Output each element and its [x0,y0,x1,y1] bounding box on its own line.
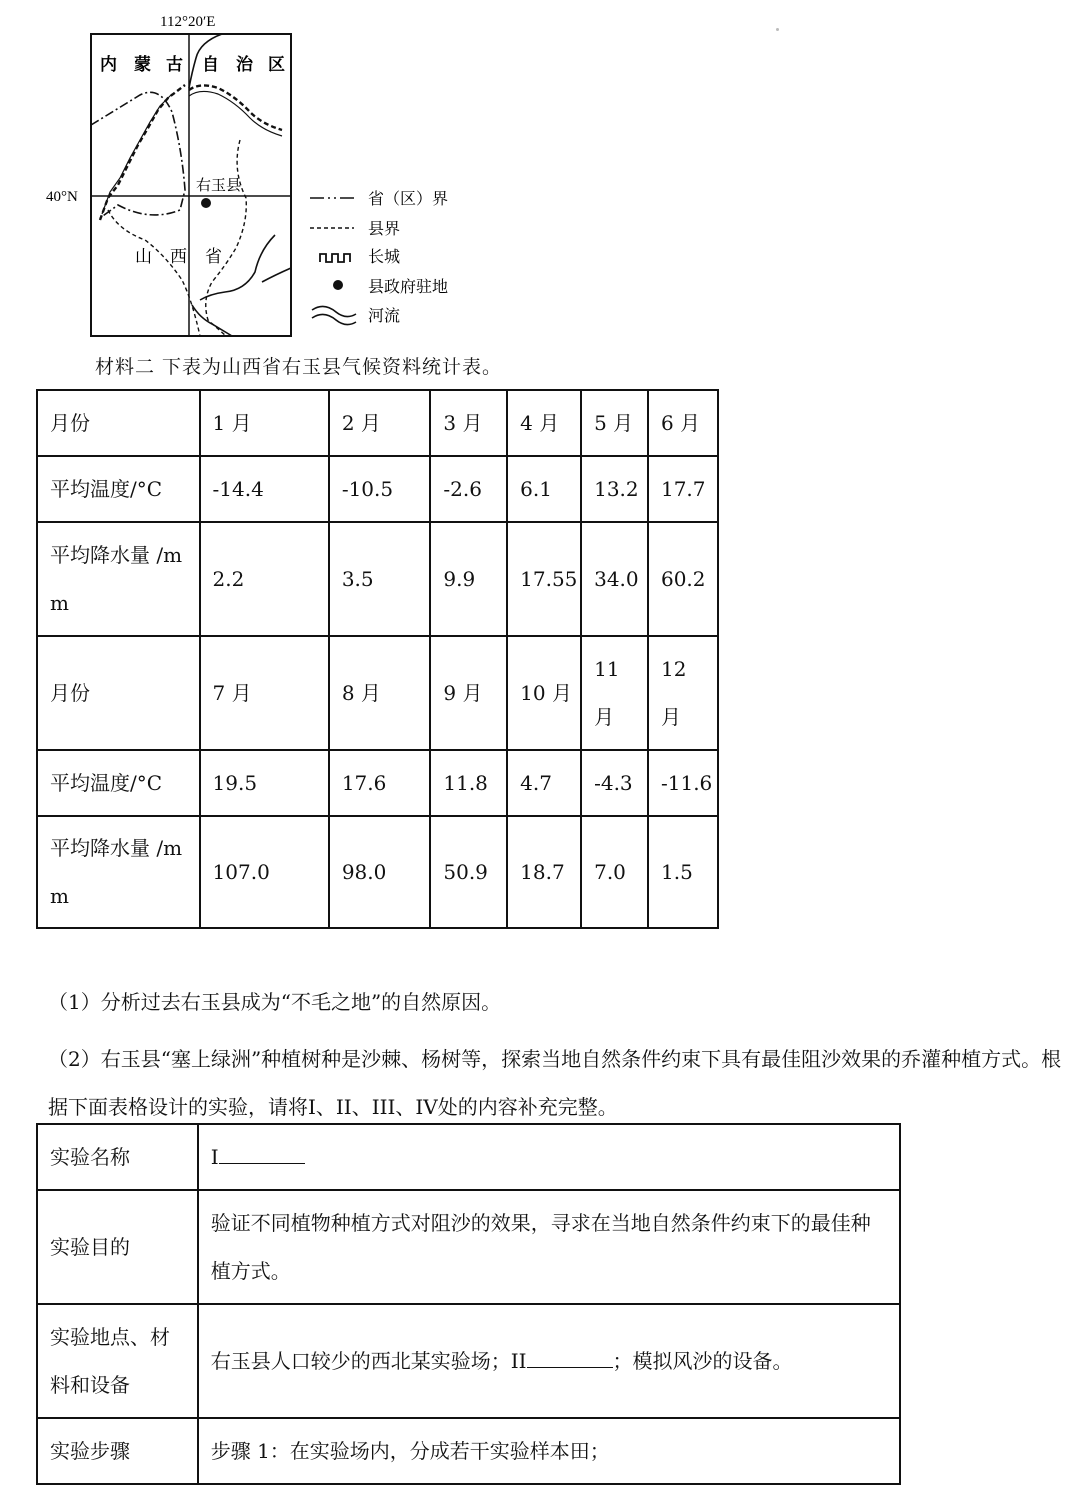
great-wall-east [189,85,282,130]
region-label-2: 蒙 [134,55,151,75]
row-header: 平均温度/°C [37,750,200,816]
legend-label-2: 县界 [368,219,401,238]
material2-caption: 材料二 下表为山西省右玉县气候资料统计表。 [95,356,503,378]
table-row [37,1190,900,1304]
table-cell [198,1124,900,1190]
table-cell: 17.55 [507,522,581,636]
county-seat-dot [201,198,211,208]
table-cell: 3.5 [329,522,431,636]
question-2: （2）右玉县“塞上绿洲”种植树种是沙棘、杨树等，探索当地自然条件约束下具有最佳阻沙效果的乔灌种植方式。根据下面表格设计的实验，请将I、II、III、IV处的内容补充完整。 [48,1047,1062,1119]
map-legend [310,189,448,325]
cell-text: 步骤 1：在实验场内，分成若干实验样本田； [210,1439,610,1463]
table-row [37,816,718,928]
climate-table [36,389,719,929]
table-cell: 98.0 [329,816,431,928]
great-wall-icon [320,254,350,262]
table-row [37,1418,900,1484]
table-cell [198,1190,900,1304]
row-header: 平均温度/°C [37,456,200,522]
row-header: 月份 [37,636,200,750]
table-cell: -2.6 [430,456,507,522]
cell-text: 验证不同植物种植方式对阻沙的效果，寻求在当地自然条件约束下的最佳种植方式。 [210,1211,871,1283]
county-label: 右玉县 [196,176,242,194]
answer-blank-2[interactable] [527,1345,613,1368]
river-south [192,305,232,336]
region-label-4: 自 [202,55,219,75]
county-boundary-east [206,140,247,336]
question-1: （1）分析过去右玉县成为“不毛之地”的自然原因。 [48,990,502,1014]
table-cell: 1.5 [648,816,718,928]
longitude-label: 112°20′E [160,14,216,30]
cell-text: 右玉县人口较少的西北某实验场；II [210,1349,527,1373]
table-cell: -4.3 [581,750,648,816]
table-cell: 2.2 [200,522,329,636]
table-cell: 50.9 [430,816,507,928]
table-cell: 4 月 [507,390,581,456]
row-header: 实验地点、材料和设备 [37,1304,198,1418]
river-branch [262,268,291,282]
region-label-1: 内 [100,55,117,75]
location-map [0,0,520,345]
table-cell: 34.0 [581,522,648,636]
row-header: 平均降水量 /mm [37,522,200,636]
table-cell: 6 月 [648,390,718,456]
cell-text-suffix: ；模拟风沙的设备。 [612,1349,793,1373]
region-label-6: 区 [268,55,285,75]
table-cell: 9.9 [430,522,507,636]
row-header: 实验步骤 [37,1418,198,1484]
table-cell: 8 月 [329,636,431,750]
table-cell: 6.1 [507,456,581,522]
table-row [37,522,718,636]
table-cell: -10.5 [329,456,431,522]
latitude-label: 40°N [46,189,78,205]
region-label-5: 治 [236,55,253,75]
table-cell: -11.6 [648,750,718,816]
experiment-table [36,1123,901,1485]
table-cell: 60.2 [648,522,718,636]
table-cell [198,1418,900,1484]
row-header: 平均降水量 /mm [37,816,200,928]
table-cell: 18.7 [507,816,581,928]
answer-blank-1[interactable] [219,1141,305,1164]
county-seat-icon [333,280,343,290]
table-cell: 7 月 [200,636,329,750]
table-cell: 11.8 [430,750,507,816]
row-header: 实验名称 [37,1124,198,1190]
table-row [37,456,718,522]
table-cell: 19.5 [200,750,329,816]
table-row [37,1304,900,1418]
table-cell: -14.4 [200,456,329,522]
river-icon [312,306,356,324]
table-cell: 3 月 [430,390,507,456]
shanxi-label-1: 山 [135,247,152,267]
table-cell: 7.0 [581,816,648,928]
row-header: 实验目的 [37,1190,198,1304]
table-cell [198,1304,900,1418]
table-cell: 4.7 [507,750,581,816]
province-boundary [91,92,185,218]
legend-label-4: 县政府驻地 [368,277,449,296]
table-cell: 5 月 [581,390,648,456]
table-row [37,636,718,750]
table-cell: 10 月 [507,636,581,750]
row-header: 月份 [37,390,200,456]
table-row [37,1124,900,1190]
scan-speck [776,28,779,31]
table-cell: 11 月 [581,636,648,750]
legend-label-5: 河流 [368,306,401,325]
table-row [37,390,718,456]
region-label-3: 古 [166,55,183,75]
map-svg [0,0,520,345]
table-cell: 2 月 [329,390,431,456]
table-row [37,750,718,816]
shanxi-label-3: 省 [205,247,222,267]
table-cell: 17.6 [329,750,431,816]
table-cell: 9 月 [430,636,507,750]
table-cell: 1 月 [200,390,329,456]
shanxi-label-2: 西 [170,247,187,267]
table-cell: 107.0 [200,816,329,928]
table-cell: 12 月 [648,636,718,750]
county-boundary-south [108,210,200,336]
great-wall-west [100,85,185,220]
legend-label-1: 省（区）界 [368,189,449,208]
table-cell: 17.7 [648,456,718,522]
table-cell: 13.2 [581,456,648,522]
legend-label-3: 长城 [368,247,401,266]
cell-text: I [210,1145,219,1169]
